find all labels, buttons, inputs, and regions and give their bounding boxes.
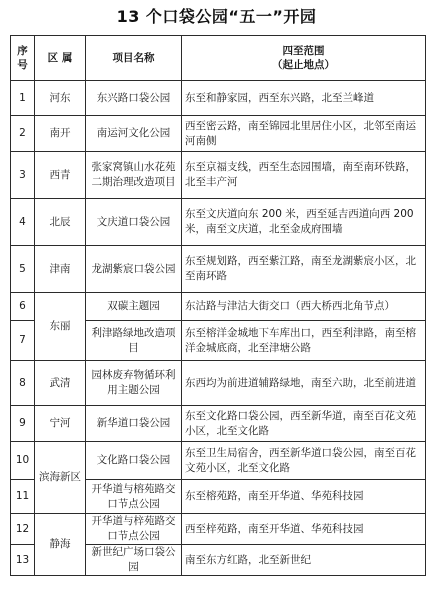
row-district: 静海 [35, 514, 86, 576]
row-range: 东至卫生局宿舍，西至新华道口袋公园，南至百花文苑小区，北至文化路 [182, 442, 426, 480]
table-row [11, 199, 426, 246]
row-number: 7 [11, 321, 35, 361]
row-project-name: 新华道口袋公园 [86, 406, 182, 442]
row-range: 东至榕洋金城地下车库出口，西至利津路，南至榕洋金城底商，北至津塘公路 [182, 321, 426, 361]
row-number: 3 [11, 152, 35, 199]
row-project-name: 南运河文化公园 [86, 116, 182, 152]
row-district: 西青 [35, 152, 86, 199]
table-row [11, 293, 426, 321]
row-number: 10 [11, 442, 35, 480]
row-district: 河东 [35, 81, 86, 116]
table-row [11, 116, 426, 152]
row-number: 5 [11, 246, 35, 293]
table-row [11, 246, 426, 293]
row-range: 东至京福支线，西至生态园围墙，南至南环铁路，北至丰产河 [182, 152, 426, 199]
header-number-line1: 序 [17, 45, 28, 57]
row-number: 4 [11, 199, 35, 246]
row-district: 津南 [35, 246, 86, 293]
row-district: 宁河 [35, 406, 86, 442]
row-number: 1 [11, 81, 35, 116]
row-range: 南至东方红路，北至新世纪 [182, 545, 426, 576]
row-range: 东西均为前进道辅路绿地，南至六助，北至前进道 [182, 361, 426, 406]
header-district: 区 属 [35, 36, 86, 81]
table-row [11, 406, 426, 442]
row-district: 武清 [35, 361, 86, 406]
header-range-line2: （起止地点） [272, 59, 335, 71]
row-project-name: 龙湖紫宸口袋公园 [86, 246, 182, 293]
row-number: 2 [11, 116, 35, 152]
page-title: 13 个口袋公园“五一”开园 [116, 7, 317, 26]
table-row [11, 442, 426, 480]
row-project-name: 园林废弃物循环利用主题公园 [86, 361, 182, 406]
row-project-name: 文庆道口袋公园 [86, 199, 182, 246]
header-range [182, 36, 426, 81]
row-district: 北辰 [35, 199, 86, 246]
row-number: 8 [11, 361, 35, 406]
row-range: 东至规划路，西至紫江路，南至龙湖紫宸小区，北至南环路 [182, 246, 426, 293]
row-project-name: 东兴路口袋公园 [86, 81, 182, 116]
row-range: 东至和静家园，西至东兴路，北至兰峰道 [182, 81, 426, 116]
row-project-name: 双碳主题园 [86, 293, 182, 321]
table-header-row [11, 36, 426, 81]
row-range: 东沽路与津沽大街交口（西大桥西北角节点） [182, 293, 426, 321]
row-range: 西至密云路，南至锦园北里居住小区，北邻至南运河南侧 [182, 116, 426, 152]
row-number: 13 [11, 545, 35, 576]
row-range: 西至梓苑路，南至开华道、华苑科技园 [182, 514, 426, 545]
row-number: 6 [11, 293, 35, 321]
parks-table [10, 35, 426, 576]
header-number [11, 36, 35, 81]
header-range-line1: 四至范围 [282, 45, 325, 57]
table-row [11, 361, 426, 406]
row-district: 南开 [35, 116, 86, 152]
row-range: 东至文化路口袋公园，西至新华道，南至百花文苑小区，北至文化路 [182, 406, 426, 442]
row-range: 东至榕苑路，南至开华道、华苑科技园 [182, 480, 426, 514]
row-number: 9 [11, 406, 35, 442]
row-district: 东丽 [35, 293, 86, 361]
row-project-name: 文化路口袋公园 [86, 442, 182, 480]
row-number: 12 [11, 514, 35, 545]
table-row [11, 81, 426, 116]
row-project-name: 新世纪广场口袋公园 [86, 545, 182, 576]
table-row [11, 152, 426, 199]
row-project-name: 开华道与榕苑路交口节点公园 [86, 480, 182, 514]
header-project-name: 项目名称 [86, 36, 182, 81]
row-range: 东至文庆道向东 200 米，西至延吉西道向西 200 米，南至文庆道，北至金成府围墙 [182, 199, 426, 246]
row-project-name: 张家窝镇山水花苑二期治理改造项目 [86, 152, 182, 199]
row-project-name: 开华道与梓苑路交口节点公园 [86, 514, 182, 545]
row-district: 滨海新区 [35, 442, 86, 514]
table-row [11, 514, 426, 545]
row-number: 11 [11, 480, 35, 514]
row-project-name: 利津路绿地改造项目 [86, 321, 182, 361]
header-number-line2: 号 [17, 59, 28, 71]
